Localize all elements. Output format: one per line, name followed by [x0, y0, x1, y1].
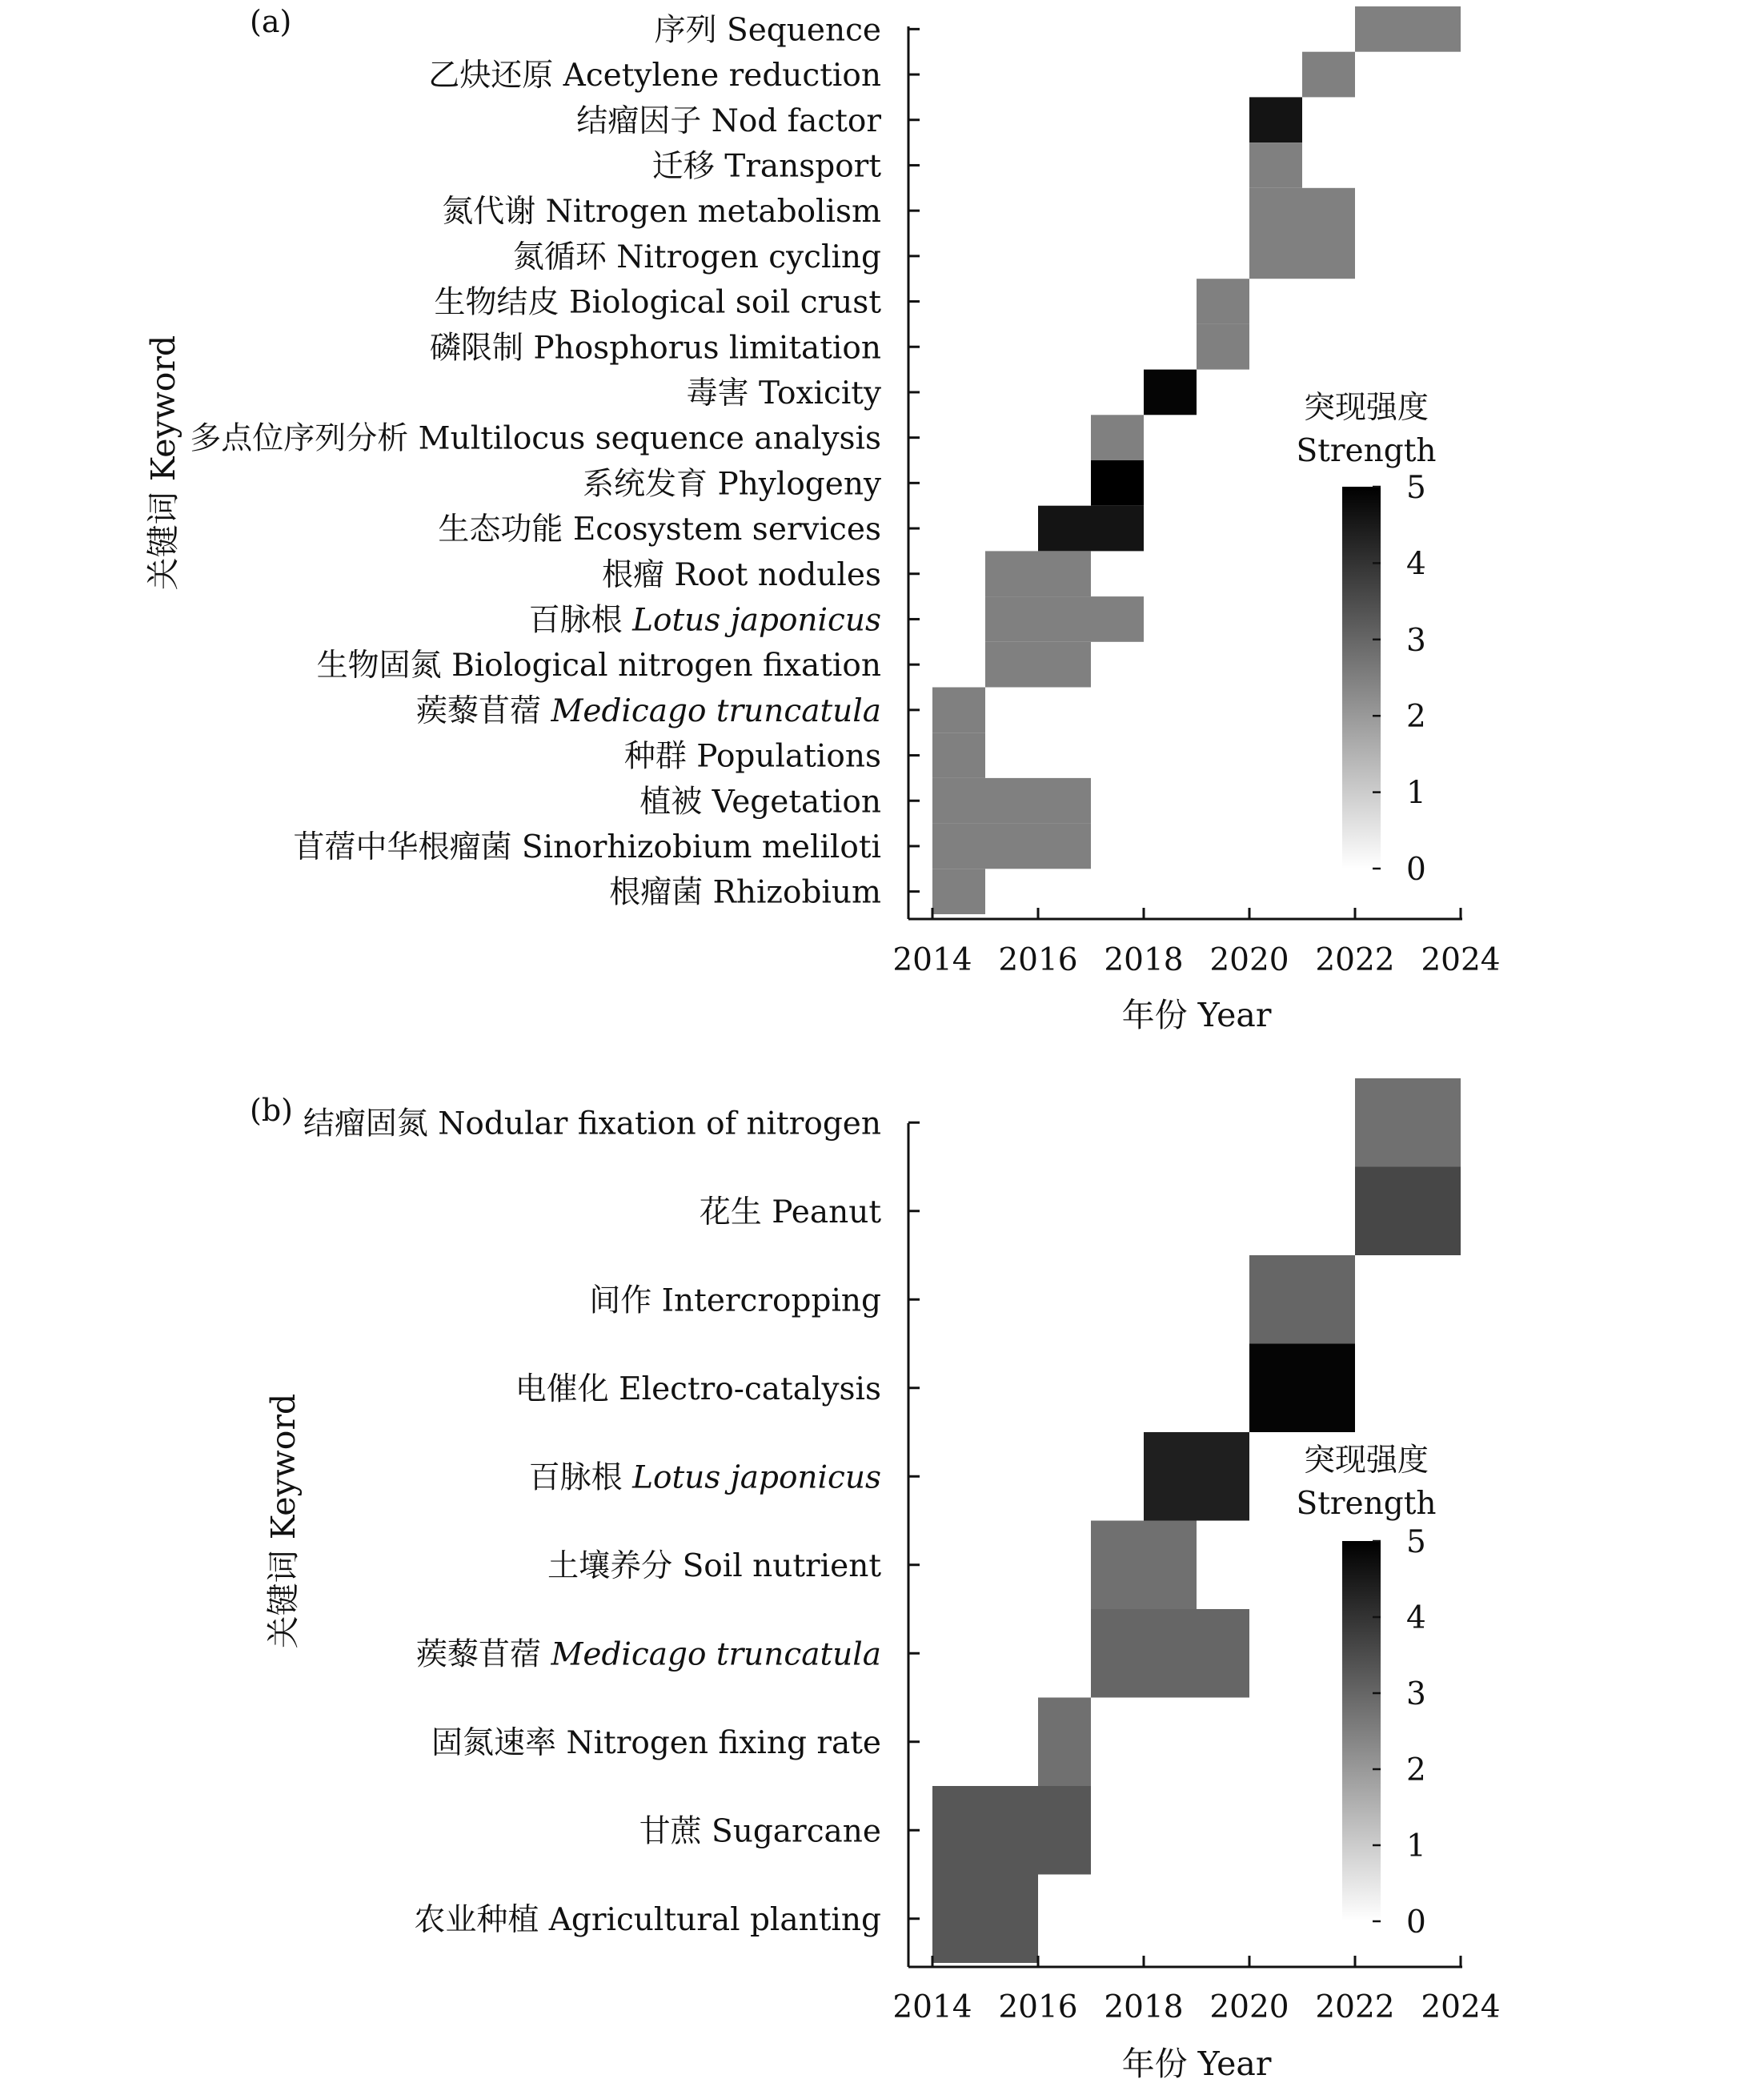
x-tick-label: 2024: [1421, 942, 1501, 978]
colorbar: [1342, 1541, 1381, 1921]
y-tick-label: 间作 Intercropping: [589, 1282, 881, 1319]
colorbar-tick-label: 3: [1406, 622, 1426, 659]
y-tick-label: 百脉根 Lotus japonicus: [528, 602, 881, 639]
y-tick-label: 电催化 Electro-catalysis: [515, 1371, 881, 1407]
x-tick-label: 2022: [1315, 942, 1395, 978]
x-tick-label: 2020: [1209, 1989, 1289, 2025]
x-axis-title: 年份 Year: [1121, 2045, 1272, 2083]
x-tick-label: 2020: [1209, 942, 1289, 978]
y-tick-label: 毒害 Toxicity: [686, 375, 881, 411]
y-tick-label: 生物固氮 Biological nitrogen fixation: [316, 648, 881, 684]
colorbar-tick-label: 1: [1406, 1828, 1426, 1864]
y-tick-label: 氮代谢 Nitrogen metabolism: [442, 194, 881, 231]
heatmap-cell: [1355, 1078, 1461, 1167]
y-tick-label: 结瘤固氮 Nodular fixation of nitrogen: [303, 1106, 881, 1142]
x-tick-label: 2016: [998, 942, 1078, 978]
x-tick-label: 2022: [1315, 1989, 1395, 2025]
y-tick-label: 蒺藜苜蓿 Medicago truncatula: [416, 692, 881, 729]
heatmap-cell: [1249, 1255, 1355, 1344]
x-tick-label: 2014: [892, 942, 972, 978]
y-tick-label: 系统发育 Phylogeny: [583, 466, 881, 503]
colorbar-tick-label: 2: [1406, 1752, 1426, 1788]
y-tick-label: 生态功能 Ecosystem services: [438, 512, 881, 548]
colorbar-tick-label: 4: [1406, 546, 1426, 583]
colorbar-tick-label: 4: [1406, 1600, 1426, 1636]
heatmap-cell: [1355, 1167, 1461, 1256]
heatmap-cell: [1038, 506, 1144, 552]
legend-title-en: Strength: [1296, 1486, 1437, 1522]
y-tick-label: 迁移 Transport: [651, 148, 881, 185]
heatmap-cell: [1144, 1432, 1249, 1521]
heatmap-cell: [1355, 6, 1461, 52]
heatmap-cell: [932, 869, 985, 914]
heatmap-cell: [1091, 415, 1144, 460]
heatmap-cell: [932, 824, 1091, 869]
panel-label: (a): [250, 4, 292, 39]
y-tick-label: 花生 Peanut: [699, 1194, 881, 1230]
y-tick-label: 土壤养分 Soil nutrient: [547, 1547, 881, 1584]
colorbar-tick-label: 1: [1406, 775, 1426, 812]
colorbar: [1342, 487, 1381, 869]
x-axis-title: 年份 Year: [1121, 996, 1272, 1034]
y-tick-label: 根瘤 Root nodules: [601, 556, 881, 593]
y-tick-label: 蒺藜苜蓿 Medicago truncatula: [416, 1636, 881, 1673]
heatmap-cell: [1249, 97, 1302, 142]
x-tick-label: 2024: [1421, 1989, 1501, 2025]
panel-b: [250, 1078, 1501, 2083]
heatmap-cell: [985, 551, 1091, 596]
heatmap-cell: [985, 596, 1144, 642]
colorbar-tick-label: 5: [1406, 470, 1426, 506]
heatmap-cell: [932, 1875, 1038, 1964]
y-tick-label: 结瘤因子 Nod factor: [576, 102, 881, 139]
heatmap-cell: [1091, 1609, 1249, 1698]
y-tick-label: 根瘤菌 Rhizobium: [609, 874, 881, 911]
heatmap-cell: [1091, 460, 1144, 506]
heatmap-cell: [1038, 1698, 1091, 1787]
heatmap-cell: [1144, 370, 1197, 415]
y-tick-label: 序列 Sequence: [654, 12, 881, 49]
heatmap-cell: [985, 642, 1091, 688]
heatmap-cell: [1197, 279, 1249, 324]
y-axis-title: 关键词 Keyword: [144, 335, 182, 591]
x-tick-label: 2018: [1104, 1989, 1184, 2025]
heatmap-cell: [1249, 188, 1355, 234]
y-axis-title: 关键词 Keyword: [264, 1393, 303, 1649]
heatmap-cell: [932, 732, 985, 778]
legend-title-en: Strength: [1296, 433, 1437, 469]
y-tick-label: 种群 Populations: [623, 738, 881, 775]
heatmap-cell: [1091, 1521, 1197, 1610]
y-tick-label: 氮循环 Nitrogen cycling: [512, 239, 881, 275]
y-tick-label: 固氮速率 Nitrogen fixing rate: [431, 1724, 881, 1761]
y-tick-label: 甘蔗 Sugarcane: [639, 1813, 881, 1850]
colorbar-tick-label: 3: [1406, 1676, 1426, 1712]
heatmap-cell: [932, 688, 985, 733]
heatmap-cell: [1197, 324, 1249, 370]
colorbar-tick-label: 2: [1406, 699, 1426, 736]
y-tick-label: 苜蓿中华根瘤菌 Sinorhizobium meliloti: [293, 829, 881, 865]
heatmap-cell: [1302, 52, 1355, 98]
heatmap-cell: [1249, 142, 1302, 188]
x-tick-label: 2018: [1104, 942, 1184, 978]
colorbar-tick-label: 0: [1406, 1904, 1426, 1940]
y-tick-label: 多点位序列分析 Multilocus sequence analysis: [190, 420, 881, 457]
panel-label: (b): [250, 1093, 293, 1128]
heatmap-cell: [932, 1786, 1091, 1875]
heatmap-cell: [1249, 234, 1355, 279]
colorbar-tick-label: 5: [1406, 1524, 1426, 1560]
x-tick-label: 2014: [892, 1989, 972, 2025]
legend-title-zh: 突现强度: [1303, 1443, 1429, 1479]
x-tick-label: 2016: [998, 1989, 1078, 2025]
heatmap-cell: [932, 778, 1091, 824]
y-tick-label: 乙炔还原 Acetylene reduction: [428, 58, 881, 94]
y-tick-label: 磷限制 Phosphorus limitation: [429, 330, 881, 367]
legend-title-zh: 突现强度: [1303, 390, 1429, 426]
heatmap-cell: [1249, 1344, 1355, 1433]
y-tick-label: 百脉根 Lotus japonicus: [528, 1459, 881, 1496]
y-tick-label: 植被 Vegetation: [639, 784, 881, 821]
y-tick-label: 农业种植 Agricultural planting: [414, 1901, 881, 1938]
y-tick-label: 生物结皮 Biological soil crust: [434, 284, 881, 321]
panel-a: [144, 4, 1501, 1034]
colorbar-tick-label: 0: [1406, 852, 1426, 888]
